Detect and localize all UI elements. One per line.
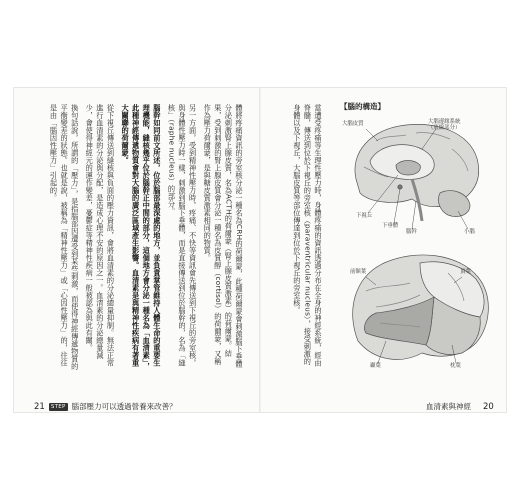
label-brainstem: 腦幹 bbox=[406, 229, 417, 235]
left-paragraph: 另一方面，受到精神性壓力時，疼痛、不快等資訊會先傳送到下視丘的旁室核，與身體性壓力時一樣，刺激到腦下垂體，而是直接傳送到位於腦幹的，名為「縫核」（raphe nucleus）的部分。 bbox=[167, 104, 198, 367]
brain-illustration bbox=[336, 101, 496, 387]
label-pituitary: 下垂體 bbox=[382, 223, 399, 229]
figure-title: 【腦的構造】 bbox=[340, 102, 385, 111]
left-paragraph: 從下視丘傳送到縫核與負面的壓力資訊，會將血清素的分泌總量抑制。無法正常進行血清素的分泌與分配，是造成心理不安的原因之一。血清素的分泌總量減少，會使得神經元的運作變差，憂鬱症等精神性疾病一般被認為與此有關。 bbox=[85, 104, 116, 367]
right-page-body bbox=[279, 104, 323, 372]
right-running-head: 血清素與神經 bbox=[426, 402, 471, 411]
label-temporal-lobe: 顳葉 bbox=[370, 363, 381, 369]
label-hypothalamus: 下視丘 bbox=[356, 213, 373, 219]
right-footer bbox=[426, 401, 494, 412]
label-occipital-lobe: 枕葉 bbox=[450, 363, 461, 369]
left-page-number: 21 bbox=[34, 401, 45, 412]
brain-figure bbox=[336, 101, 496, 387]
step-badge: STEP bbox=[50, 403, 66, 410]
book-gutter bbox=[259, 88, 261, 412]
left-footer bbox=[34, 401, 177, 412]
label-frontal-lobe: 前額葉 bbox=[350, 269, 367, 275]
label-cerebellum: 小腦 bbox=[464, 229, 475, 235]
left-paragraph: 腦幹如同前文所述，位於腦部最深處的地方，並負責掌管維持人體生命的重要生理機能，縫核幾乎位於腦幹正中間的部分，這個地方會分泌一種名為「血清素」，此種神經傳遞物質會對大腦的廣泛區域產生影響。血清素是與精神性疾病有著重大關聯的荷爾蒙。 bbox=[121, 104, 162, 371]
label-parietal-lobe: 頂葉 bbox=[460, 269, 471, 275]
left-paragraph: 換句話說，所謂的「壓力」，是指腦部因遭受到某些刺激，而使得神經傳遞物質的平衡變差的狀態。也就是說，被稱為「精神性壓力」或「心因性壓力」的，往往是由「腦因性壓力」引起的。 bbox=[49, 104, 80, 371]
sagittal-brain bbox=[355, 124, 479, 221]
right-paragraph: 當遭受疼痛等生理性壓力時，身體疼痛的資訊透過分布在全身的神經系統，經由脊髓，傳送到位於下視丘的旁室核（paraventricular nucleus），接受刺激的身體以及下視丘，大腦皮質等部位傳達到位於下視丘的旁室核。 bbox=[292, 104, 323, 367]
right-page-number: 20 bbox=[483, 401, 494, 412]
left-running-head: 腦部壓力可以透過營養來改善？ bbox=[71, 402, 177, 411]
left-page-body bbox=[38, 104, 244, 372]
label-limbic-system: 大腦邊緣系統 （底線部分） bbox=[428, 119, 461, 132]
left-paragraph: 體將疼痛資訊的旁室核分泌一種名為CRH的荷爾蒙，此種荷爾蒙會刺激腦下垂體分泌刺激腎上腺皮質，名為ACTH的荷爾蒙（腎上腺皮質激素）的荷爾蒙。結果，受到刺激的腎上腺皮質會分泌一種名為皮質醇（cortisol）的荷爾蒙，又稱作為壓力荷爾蒙，是與糖皮質激素相同的物質。 bbox=[203, 104, 244, 368]
label-cortex: 大腦皮質 bbox=[342, 121, 364, 127]
